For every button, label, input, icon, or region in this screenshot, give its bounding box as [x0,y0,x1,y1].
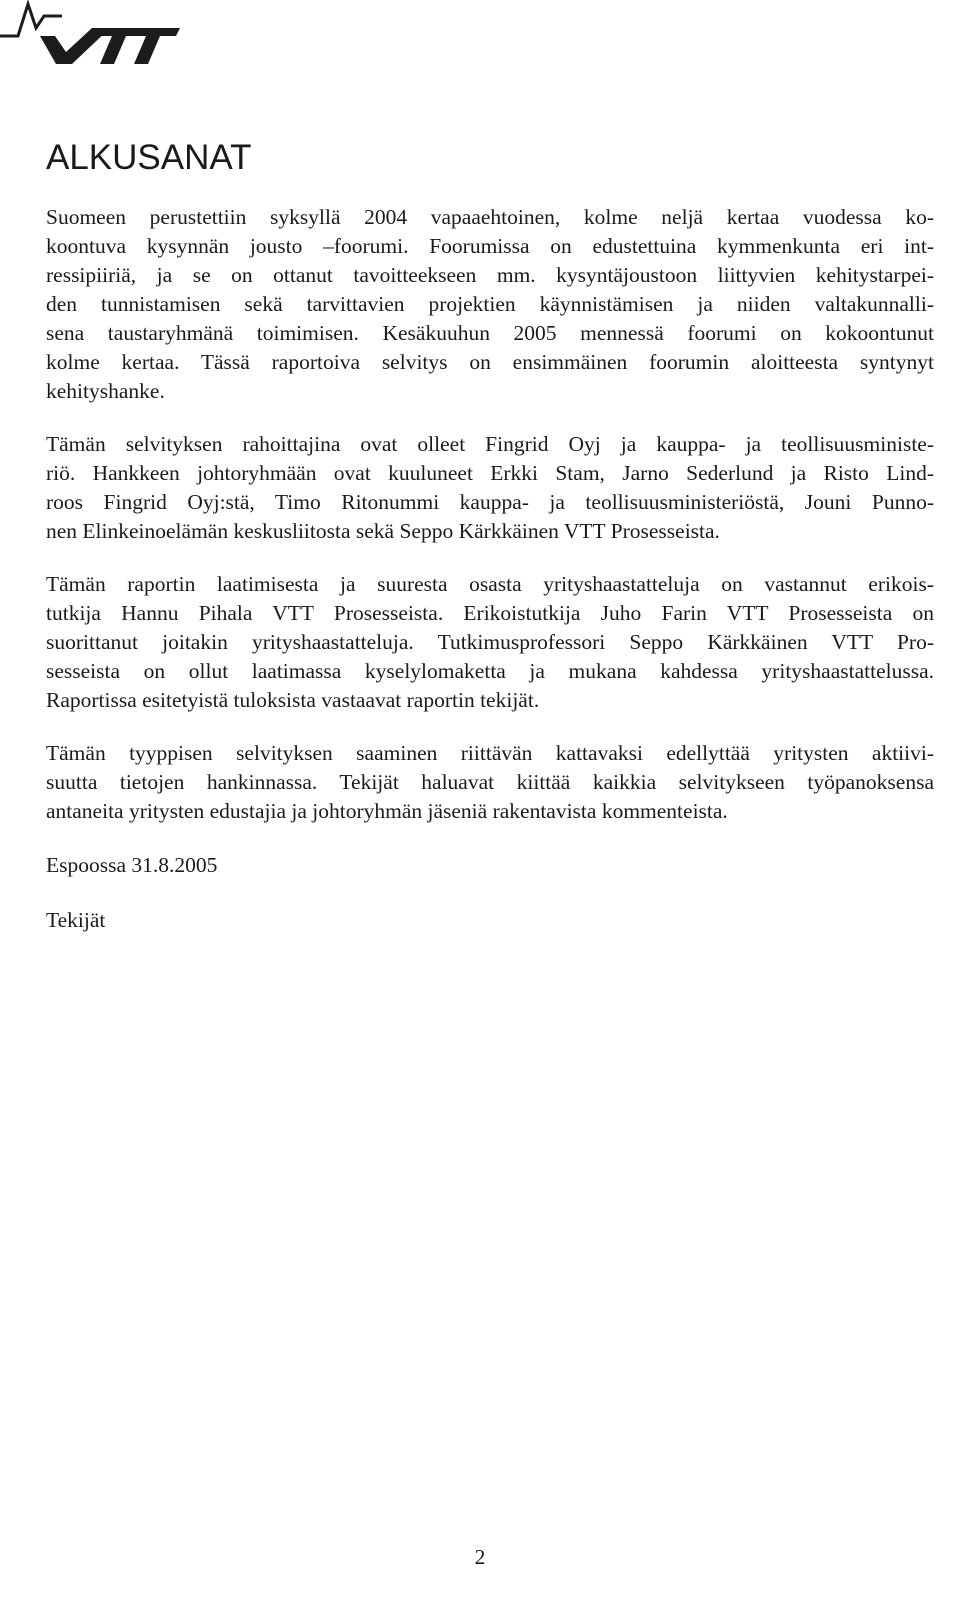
page-number: 2 [474,1545,486,1569]
paragraph-line: suutta tietojen hankinnassa. Tekijät haluavat kiittää kaikkia selvitykseen työpanoksensa [46,770,934,794]
paragraph-forum [46,203,934,406]
paragraph-line: kehityshanke. [46,379,165,403]
paragraph-line: ressipiiriä, ja se on ottanut tavoitteekseen mm. kysyntäjoustoon liittyvien kehitystarpei- [46,263,934,287]
paragraph-line: Suomeen perustettiin syksyllä 2004 vapaaehtoinen, kolme neljä kertaa vuodessa ko- [46,205,934,229]
paragraph-line: tutkija Hannu Pihala VTT Prosesseista. Erikoistutkija Juho Farin VTT Prosesseista on [46,601,934,625]
paragraph-line: kolme kertaa. Tässä raportoiva selvitys on ensimmäinen foorumin aloitteesta syntynyt [46,350,934,374]
paragraph-authors [46,570,934,715]
paragraph-line: riö. Hankkeen johtoryhmään ovat kuuluneet Erkki Stam, Jarno Sederlund ja Risto Lind- [46,461,934,485]
paragraph-line: den tunnistamisen sekä tarvittavien projektien käynnistämisen ja niiden valtakunnalli- [46,292,934,316]
place-date-text: Espoossa 31.8.2005 [46,853,218,877]
paragraph-funding [46,430,934,546]
signature [46,906,934,935]
paragraph-line: Raportissa esitetyistä tuloksista vastaavat raportin tekijät. [46,688,540,712]
page-title: ALKUSANAT [46,138,252,177]
paragraph-line: suorittanut joitakin yrityshaastatteluja. Tutkimusprofessori Seppo Kärkkäinen VTT Pro- [46,630,934,654]
paragraph-line: antaneita yritysten edustajia ja johtoryhmän jäseniä rakentavista kommenteista. [46,799,728,823]
signature-text: Tekijät [46,908,106,932]
paragraph-line: sena taustaryhmänä toimimisen. Kesäkuuhun 2005 mennessä foorumi on kokoontunut [46,321,934,345]
place-date [46,851,934,880]
vtt-logo-icon [0,0,185,72]
paragraph-line: roos Fingrid Oyj:stä, Timo Ritonummi kauppa- ja teollisuusministeriöstä, Jouni Punno- [46,490,934,514]
paragraph-line: Tämän selvityksen rahoittajina ovat olleet Fingrid Oyj ja kauppa- ja teollisuusministe- [46,432,934,456]
paragraph-thanks [46,739,934,826]
paragraph-line: nen Elinkeinoelämän keskusliitosta sekä Seppo Kärkkäinen VTT Prosesseista. [46,519,720,543]
paragraph-line: koontuva kysynnän jousto –foorumi. Foorumissa on edustettuina kymmenkunta eri int- [46,234,934,258]
paragraph-line: Tämän raportin laatimisesta ja suuresta osasta yrityshaastatteluja on vastannut erikois- [46,572,934,596]
paragraph-line: sesseista on ollut laatimassa kyselylomaketta ja mukana kahdessa yrityshaastattelussa. [46,659,934,683]
paragraph-line: Tämän tyyppisen selvityksen saaminen riittävän kattavaksi edellyttää yritysten aktiivi- [46,741,934,765]
